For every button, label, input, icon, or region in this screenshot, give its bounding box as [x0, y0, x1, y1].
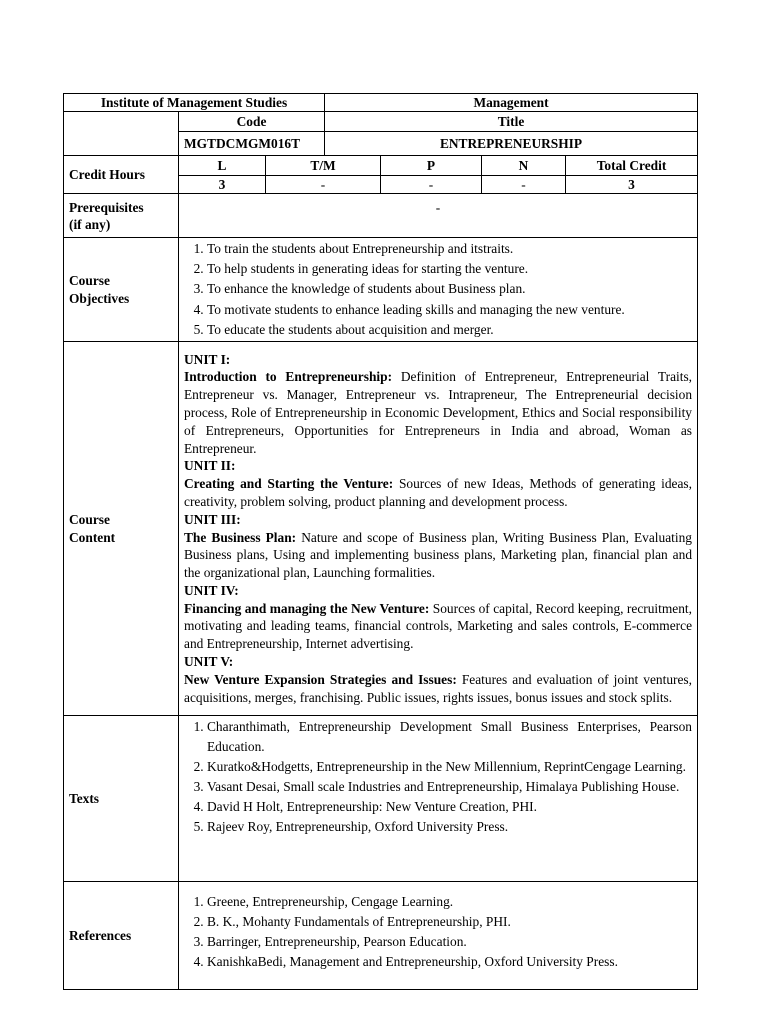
- prerequisites-label-line2: (if any): [69, 216, 111, 232]
- credit-value-l: 3: [179, 176, 266, 194]
- objectives-label-line2: Objectives: [69, 290, 130, 306]
- unit-4-body: [184, 600, 692, 653]
- objective-item: 2. To help students in generating ideas for starting the venture.: [207, 259, 692, 279]
- references-label: References: [64, 882, 179, 990]
- text-item: 4. David H Holt, Entrepreneurship: New Venture Creation, PHI.: [207, 797, 692, 817]
- references-cell: [179, 882, 698, 990]
- unit-2-title: UNIT II:: [184, 458, 236, 474]
- unit-3-heading: The Business Plan:: [184, 529, 297, 545]
- unit-3-text: Nature and scope of Business plan, Writing Business Plan, Evaluating Business plans, Using and implementing business plans, Marketing plan, financial plan and the organizational plan, Launching formalities.: [184, 529, 693, 581]
- content-row: [64, 342, 698, 716]
- code-title-label-row: [64, 112, 698, 132]
- unit-2-heading: Creating and Starting the Venture:: [184, 476, 394, 492]
- content-label-line2: Content: [69, 529, 116, 545]
- syllabus-table: [63, 93, 698, 990]
- credit-header-n: N: [482, 156, 566, 176]
- reference-item: 2. B. K., Mohanty Fundamentals of Entrepreneurship, PHI.: [207, 912, 692, 932]
- unit-2-body: [184, 475, 692, 511]
- credit-value-n: -: [482, 176, 566, 194]
- unit-4-title: UNIT IV:: [184, 582, 239, 598]
- prerequisites-value: -: [179, 194, 698, 238]
- text-item: 3. Vasant Desai, Small scale Industries and Entrepreneurship, Himalaya Publishing House.: [207, 777, 692, 797]
- reference-item: 4. KanishkaBedi, Management and Entrepreneurship, Oxford University Press.: [207, 952, 692, 972]
- course-title: ENTREPRENEURSHIP: [325, 132, 698, 156]
- reference-item: 1. Greene, Entrepreneurship, Cengage Learning.: [207, 892, 692, 912]
- unit-3-body: [184, 529, 692, 582]
- code-label: Code: [179, 112, 325, 132]
- department-name: Management: [325, 94, 698, 112]
- unit-4-text: Sources of capital, Record keeping, recruitment, motivating and leading teams, financial controls, Marketing and sales controls, E-commerce and Entrepreneurship, Internet advertising.: [184, 600, 693, 652]
- content-label-line1: Course: [69, 511, 110, 527]
- content-label: [64, 342, 179, 716]
- title-label: Title: [325, 112, 698, 132]
- objective-item: 1. To train the students about Entrepreneurship and itstraits.: [207, 239, 692, 259]
- unit-5-body: [184, 671, 692, 707]
- credit-value-total: 3: [566, 176, 698, 194]
- credit-header-row: [64, 156, 698, 176]
- texts-cell: [179, 716, 698, 882]
- texts-list: [184, 717, 692, 837]
- texts-label: Texts: [64, 716, 179, 882]
- unit-3-title: UNIT III:: [184, 511, 241, 527]
- credit-value-tm: -: [266, 176, 381, 194]
- content-cell: [179, 342, 698, 716]
- texts-row: [64, 716, 698, 882]
- objectives-cell: [179, 238, 698, 342]
- header-row: [64, 94, 698, 112]
- credit-header-tm: T/M: [266, 156, 381, 176]
- credit-header-l: L: [179, 156, 266, 176]
- unit-1-text: Definition of Entrepreneur, Entrepreneurial Traits, Entrepreneur vs. Manager, Entrepreneur vs. Intrapreneur, The Entrepreneurial decision process, Role of Entrepreneurship in Economic Development, Ethics and Social responsibility of Entrepreneurs, Opportunities for Entrepreneurs in India and abroad, Woman as Entrepreneur.: [184, 369, 693, 456]
- objectives-row: [64, 238, 698, 342]
- references-list: [184, 892, 692, 972]
- unit-2-text: Sources of new Ideas, Methods of generating ideas, creativity, problem solving, product planning and development process.: [184, 476, 692, 509]
- credit-value-p: -: [381, 176, 482, 194]
- text-item: 2. Kuratko&Hodgetts, Entrepreneurship in the New Millennium, ReprintCengage Learning.: [207, 757, 692, 777]
- text-item: 5. Rajeev Roy, Entrepreneurship, Oxford University Press.: [207, 817, 692, 837]
- objective-item: 3. To enhance the knowledge of students about Business plan.: [207, 279, 692, 299]
- unit-4-heading: Financing and managing the New Venture:: [184, 600, 430, 616]
- credit-header-total: Total Credit: [566, 156, 698, 176]
- unit-1-body: [184, 368, 692, 457]
- reference-item: 3. Barringer, Entrepreneurship, Pearson Education.: [207, 932, 692, 952]
- blank-cell: [64, 112, 179, 156]
- text-item: 1. Charanthimath, Entrepreneurship Development Small Business Enterprises, Pearson Education.: [207, 717, 692, 757]
- credit-hours-label: Credit Hours: [64, 156, 179, 194]
- unit-1-heading: Introduction to Entrepreneurship:: [184, 369, 393, 385]
- prerequisites-row: [64, 194, 698, 238]
- institute-name: Institute of Management Studies: [64, 94, 325, 112]
- credit-header-p: P: [381, 156, 482, 176]
- objectives-label-line1: Course: [69, 272, 110, 288]
- unit-5-heading: New Venture Expansion Strategies and Issues:: [184, 671, 457, 687]
- objective-item: 4. To motivate students to enhance leading skills and managing the new venture.: [207, 300, 692, 320]
- references-row: [64, 882, 698, 990]
- unit-1-title: UNIT I:: [184, 351, 231, 367]
- prerequisites-label: [64, 194, 179, 238]
- objective-item: 5. To educate the students about acquisition and merger.: [207, 320, 692, 340]
- prerequisites-label-line1: Prerequisites: [69, 199, 144, 215]
- unit-5-text: Features and evaluation of joint ventures, acquisitions, merges, franchising. Public issues, rights issues, bonus issues and stock splits.: [184, 671, 692, 705]
- course-code: MGTDCMGM016T: [179, 132, 325, 156]
- objectives-list: [184, 239, 692, 340]
- objectives-label: [64, 238, 179, 342]
- unit-5-title: UNIT V:: [184, 654, 234, 670]
